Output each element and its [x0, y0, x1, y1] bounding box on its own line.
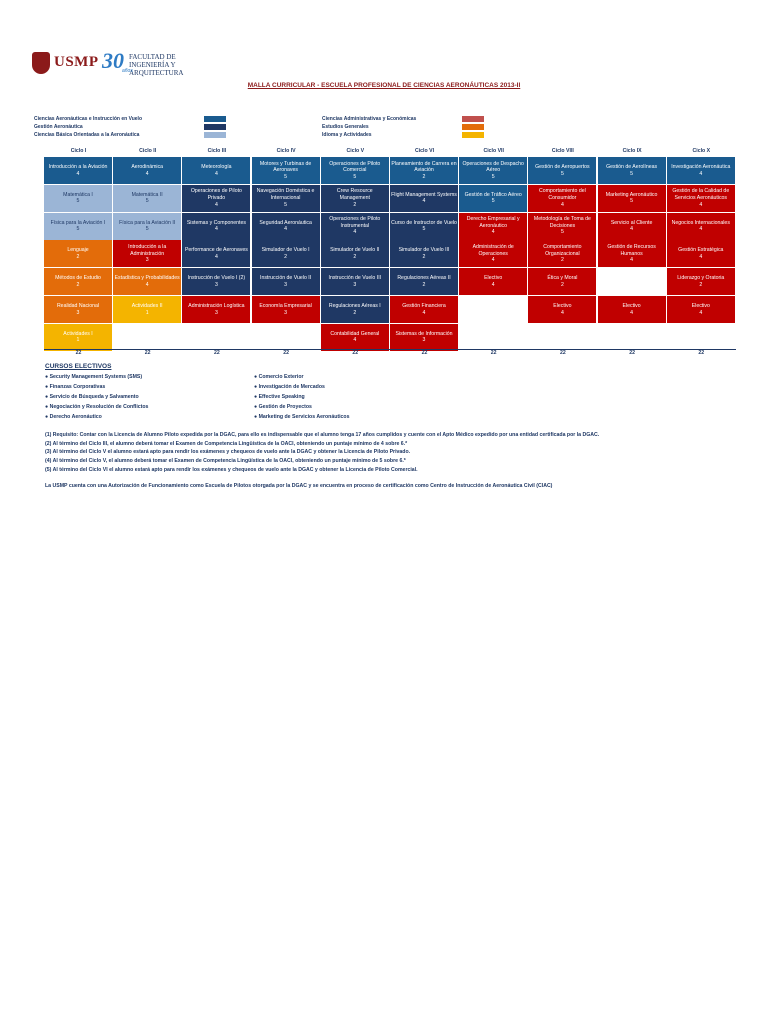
footnote: (1) Requisito: Contar con la Licencia de Alumno Piloto expedida por la DGAC, para ello es indispensable que el alumno tenga 17 años cumplidos y cuente con el Apto Médico expedido por una entidad certificada por la DGAC. — [45, 432, 600, 438]
course-name: Lenguaje — [67, 247, 89, 254]
course-name: Introducción a la Aviación — [48, 163, 108, 170]
course-name: Gestión de Tráfico Aéreo — [464, 191, 522, 198]
electives-right-list — [254, 372, 349, 422]
course-name: Física para la Aviación II — [119, 219, 176, 226]
elective-item: ● Security Management Systems (SMS) — [45, 374, 143, 380]
course-credits: 2 — [76, 281, 80, 288]
course-credits: 4 — [630, 309, 634, 316]
course-credits: 2 — [422, 281, 426, 288]
cycle-total-credits: 22 — [75, 350, 82, 356]
course-name: Comportamiento Organizacional — [543, 244, 582, 257]
course-cell — [598, 296, 666, 323]
shield-icon — [32, 52, 50, 74]
course-cell — [598, 213, 666, 240]
course-cell — [459, 185, 527, 212]
legend-label: Idioma y Actividades — [322, 132, 372, 138]
course-cell — [182, 213, 250, 240]
course-name: Operaciones de Piloto Privado — [190, 188, 242, 201]
cycle-total-credits: 22 — [698, 350, 705, 356]
cycle-header: Ciclo II — [139, 148, 157, 154]
course-credits: 4 — [353, 337, 357, 344]
course-cell — [44, 324, 112, 351]
course-credits: 3 — [145, 257, 149, 264]
course-cell — [44, 157, 112, 184]
course-name: Introducción a la Administración — [128, 244, 167, 257]
course-credits: 4 — [491, 281, 495, 288]
course-name: Estadística y Probabilidades — [114, 275, 180, 282]
legend-item — [322, 123, 492, 131]
course-credits: 4 — [630, 226, 634, 233]
cycle-header: Ciclo V — [346, 148, 365, 154]
course-credits: 4 — [353, 229, 357, 236]
course-cell — [667, 185, 735, 212]
course-cell — [44, 240, 112, 267]
course-name: Operaciones de Despacho Aéreo — [462, 160, 524, 174]
course-cell — [528, 157, 596, 184]
legend-item — [322, 115, 492, 123]
course-credits: 2 — [560, 257, 564, 264]
course-name: Metodología de Toma de Decisiones — [533, 216, 591, 229]
course-credits: 4 — [491, 257, 495, 264]
course-cell — [390, 240, 458, 267]
course-name: Investigación Aeronáutica — [671, 163, 731, 170]
certification-note: La USMP cuenta con una Autorización de Funcionamiento como Escuela de Pilotos otorgada por la DGAC y se encuentra en proceso de certificación como Centro de Instrucción de Aeronáutica Civil (CIAC) — [45, 483, 553, 489]
course-name: Actividades II — [131, 302, 163, 309]
legend-label: Gestión Aeronáutica — [34, 124, 83, 130]
course-cell — [113, 296, 181, 323]
course-cell — [390, 185, 458, 212]
course-name: Métodos de Estudio — [55, 275, 101, 282]
course-name: Negocios Internacionales — [671, 219, 730, 226]
course-name: Electivo — [691, 302, 710, 309]
course-cell — [321, 157, 389, 184]
course-credits: 2 — [699, 281, 703, 288]
course-credits: 4 — [699, 309, 703, 316]
footnotes — [45, 431, 599, 475]
course-credits: 4 — [491, 229, 495, 236]
course-cell — [598, 240, 666, 267]
course-cell — [182, 296, 250, 323]
legend-swatch — [462, 132, 484, 138]
usmp-logo — [32, 50, 222, 78]
course-cell — [459, 213, 527, 240]
course-cell — [321, 296, 389, 323]
course-credits: 5 — [422, 226, 426, 233]
cycle-header: Ciclo VII — [483, 148, 504, 154]
course-name: Operaciones de Piloto Instrumental — [329, 216, 381, 229]
course-cell — [252, 157, 320, 184]
course-name: Electivo — [553, 302, 572, 309]
course-cell — [528, 213, 596, 240]
course-name: Ética y Moral — [547, 275, 578, 282]
course-cell — [44, 213, 112, 240]
course-credits: 5 — [491, 173, 495, 180]
course-credits: 4 — [699, 226, 703, 233]
footnote: (5) Al término del Ciclo VI el alumno estará apto para rendir los exámenes y chequeos de vuelo ante la DGAC y obtener la Licencia de Piloto Comercial. — [45, 466, 418, 473]
legend-swatch — [204, 132, 226, 138]
course-credits: 5 — [284, 173, 288, 180]
footnote: (2) Al término del Ciclo III, el alumno deberá tomar el Examen de Competencia Lingüística de la OACI, obteniendo un puntaje mínimo de 4 sobre 6.* — [45, 440, 408, 447]
cycle-total-credits: 22 — [629, 350, 635, 356]
course-name: Gestión Financiera — [402, 302, 446, 309]
course-name: Contabilidad General — [330, 330, 380, 337]
cycle-total-credits: 22 — [352, 350, 359, 356]
course-name: Instrucción de Vuelo II — [260, 275, 312, 282]
course-cell — [252, 185, 320, 212]
cycle-total-credits: 22 — [283, 350, 289, 356]
course-cell — [44, 268, 112, 295]
course-name: Electivo — [622, 302, 641, 309]
course-credits: 4 — [145, 281, 149, 288]
course-name: Liderazgo y Oratoria — [677, 275, 725, 282]
course-name: Seguridad Aeronáutica — [259, 219, 312, 226]
course-credits: 4 — [214, 253, 218, 260]
course-name: Sistemas de Información — [395, 330, 453, 337]
course-name: Realidad Nacional — [56, 302, 100, 309]
elective-item: ● Negociación y Resolución de Conflictos — [45, 404, 149, 410]
legend-left — [34, 115, 234, 139]
course-credits: 4 — [422, 309, 426, 316]
course-cell — [667, 240, 735, 267]
cycle-total-credits: 22 — [214, 350, 220, 356]
course-name: Instrucción de Vuelo III — [328, 275, 382, 282]
footnote: (4) Al término del Ciclo V, el alumno deberá tomar el Examen de Competencia Lingüística de la OACI, obteniendo un puntaje mínimo de 5 sobre 6.* — [45, 458, 406, 465]
course-credits: 5 — [630, 170, 634, 177]
course-credits: 4 — [284, 226, 288, 233]
page-title: MALLA CURRICULAR - ESCUELA PROFESIONAL DE CIENCIAS AERONÁUTICAS 2013-II — [247, 82, 521, 89]
legend-swatch — [204, 116, 226, 122]
course-credits: 4 — [76, 170, 80, 177]
cycle-header: Ciclo IV — [276, 148, 296, 154]
course-name: Simulador de Vuelo III — [398, 247, 450, 254]
course-name: Electivo — [484, 275, 503, 282]
course-cell — [598, 185, 666, 212]
course-credits: 5 — [491, 198, 495, 205]
course-credits: 4 — [699, 170, 703, 177]
legend-swatch — [204, 124, 226, 130]
elective-item: ● Servicio de Búsqueda y Salvamento — [45, 394, 139, 400]
course-name: Marketing Aeronáutico — [605, 191, 658, 198]
logo-sub: años — [122, 68, 133, 74]
course-cell — [182, 157, 250, 184]
course-name: Gestión de Aeropuertos — [535, 163, 590, 170]
course-name: Meteorología — [201, 163, 232, 170]
course-credits: 2 — [422, 173, 426, 180]
course-credits: 2 — [353, 253, 357, 260]
course-name: Gestión de Aerolíneas — [606, 163, 658, 170]
course-credits: 5 — [145, 198, 149, 205]
course-credits: 4 — [214, 226, 218, 233]
course-cell — [252, 213, 320, 240]
course-name: Actividades I — [63, 330, 93, 337]
course-cell — [321, 185, 389, 212]
course-credits: 5 — [560, 229, 564, 236]
course-cell — [182, 268, 250, 295]
electives-title: CURSOS ELECTIVOS — [45, 363, 112, 370]
course-credits: 5 — [353, 173, 357, 180]
course-cell — [528, 296, 596, 323]
course-cell — [667, 268, 735, 295]
cycle-total-credits: 22 — [560, 350, 566, 356]
course-credits: 3 — [353, 281, 357, 288]
cycle-header: Ciclo I — [70, 148, 87, 154]
course-cell — [390, 324, 458, 351]
course-cell — [252, 296, 320, 323]
course-credits: 4 — [560, 309, 564, 316]
course-name: Servicio al Cliente — [610, 219, 653, 226]
course-credits: 4 — [699, 253, 703, 260]
course-name: Regulaciones Aéreas II — [397, 275, 451, 282]
course-credits: 3 — [284, 309, 288, 316]
course-name: Aerodinámica — [131, 163, 164, 170]
elective-item: ● Gestión de Proyectos — [254, 404, 312, 410]
course-credits: 2 — [353, 309, 357, 316]
course-name: Motores y Turbinas de Aeronaves — [259, 160, 312, 174]
course-credits: 4 — [630, 257, 634, 264]
course-cell — [667, 296, 735, 323]
course-cell — [44, 296, 112, 323]
course-credits: 3 — [284, 281, 288, 288]
course-name: Física para la Aviación I — [50, 219, 106, 226]
course-cell — [113, 240, 181, 267]
course-credits: 3 — [214, 309, 218, 316]
course-credits: 1 — [145, 309, 149, 316]
course-name: Navegación Doméstica e Internacional — [256, 188, 315, 201]
logo-name: USMP — [54, 54, 99, 70]
course-name: Derecho Empresarial y Aeronáutico — [466, 216, 520, 229]
electives-left-list — [45, 372, 148, 422]
course-cell — [252, 240, 320, 267]
cycle-header: Ciclo X — [692, 148, 711, 154]
course-cell — [528, 268, 596, 295]
cycle-total-credits: 22 — [421, 350, 428, 356]
course-cell — [113, 157, 181, 184]
faculty-line-1: FACULTAD DE — [129, 53, 176, 61]
cycle-total-credits: 22 — [144, 350, 151, 356]
course-cell — [390, 268, 458, 295]
course-credits: 1 — [76, 337, 80, 344]
course-cell — [390, 296, 458, 323]
course-credits: 5 — [76, 226, 80, 233]
course-cell — [390, 213, 458, 240]
course-credits: 2 — [353, 201, 357, 208]
course-credits: 2 — [560, 281, 564, 288]
course-name: Flight Management Systems — [391, 191, 457, 198]
course-name: Curso de Instructor de Vuelo — [391, 219, 457, 226]
course-cell — [598, 157, 666, 184]
course-name: Economía Empresarial — [259, 302, 312, 309]
course-credits: 2 — [76, 253, 80, 260]
legend-swatch — [462, 124, 484, 130]
cycle-total-credits: 22 — [490, 350, 497, 356]
legend-label: Ciencias Básica Orientadas a la Aeronáutica — [34, 132, 140, 138]
course-credits: 4 — [214, 170, 218, 177]
course-credits: 5 — [76, 198, 80, 205]
course-cell — [390, 157, 458, 184]
course-name: Administración de Operaciones — [472, 244, 514, 257]
course-cell — [113, 185, 181, 212]
legend-item — [34, 131, 234, 139]
course-credits: 5 — [145, 226, 149, 233]
course-name: Gestión de Recursos Humanos — [607, 244, 656, 257]
legend-item — [34, 123, 234, 131]
course-name: Regulaciones Aéreas I — [328, 302, 381, 309]
legend-swatch — [462, 116, 484, 122]
course-cell — [459, 240, 527, 267]
legend-item — [322, 131, 492, 139]
course-name: Operaciones de Piloto Comercial — [329, 160, 381, 174]
course-credits: 5 — [560, 170, 564, 177]
cycle-header: Ciclo III — [207, 148, 227, 154]
course-credits: 3 — [76, 309, 80, 316]
course-cell — [459, 268, 527, 295]
course-cell — [321, 268, 389, 295]
course-name: Gestión Estratégica — [678, 247, 724, 254]
course-cell — [113, 268, 181, 295]
course-credits: 4 — [560, 201, 564, 208]
course-credits: 5 — [284, 201, 288, 208]
legend-right — [322, 115, 492, 139]
elective-item: ● Finanzas Corporativas — [45, 384, 106, 390]
course-name: Simulador de Vuelo II — [330, 247, 380, 254]
elective-item: ● Comercio Exterior — [254, 374, 304, 380]
legend-item — [34, 115, 234, 123]
course-credits: 2 — [284, 253, 288, 260]
logo-years: 30 — [102, 48, 124, 73]
legend-label: Ciencias Administrativas y Económicas — [322, 116, 417, 122]
elective-item: ● Investigación de Mercados — [254, 384, 325, 390]
course-credits: 4 — [145, 170, 149, 177]
course-name: Crew Resource Management — [336, 188, 373, 201]
course-name: Comportamiento del Consumidor — [539, 188, 586, 201]
legend-label: Estudios Generales — [322, 124, 369, 130]
course-name: Matemática I — [63, 191, 93, 198]
elective-item: ● Effective Speaking — [254, 394, 305, 400]
course-credits: 2 — [422, 253, 426, 260]
course-cell — [113, 213, 181, 240]
course-cell — [321, 324, 389, 351]
course-name: Matemática II — [131, 191, 163, 198]
course-cell — [252, 268, 320, 295]
course-name: Sistemas y Componentes — [186, 219, 246, 226]
course-name: Planeamiento de Carrera en Aviación — [391, 160, 457, 174]
course-credits: 3 — [214, 281, 218, 288]
course-credits: 4 — [699, 201, 703, 208]
faculty-name — [129, 53, 222, 77]
cycle-header: Ciclo VI — [414, 148, 435, 154]
course-cell — [667, 157, 735, 184]
faculty-line-2: INGENIERÍA Y ARQUITECTURA — [129, 61, 184, 77]
course-cell — [528, 185, 596, 212]
course-credits: 4 — [422, 198, 426, 205]
course-credits: 3 — [422, 337, 426, 344]
course-cell — [182, 240, 250, 267]
footnote: (3) Al término del Ciclo V el alumno estará apto para rendir los exámenes y chequeos de vuelo ante la DGAC y obtener la Licencia de Piloto Privado. — [45, 449, 411, 456]
course-cell — [459, 157, 527, 184]
course-cell — [44, 185, 112, 212]
cycle-header: Ciclo IX — [622, 148, 642, 154]
course-name: Instrucción de Vuelo I (2) — [187, 275, 246, 282]
course-cell — [667, 213, 735, 240]
course-cell — [528, 240, 596, 267]
elective-item: ● Marketing de Servicios Aeronáuticos — [254, 414, 350, 420]
course-name: Performance de Aeronaves — [184, 247, 248, 254]
course-credits: 5 — [630, 198, 634, 205]
course-credits: 4 — [214, 201, 218, 208]
course-name: Administración Logística — [188, 302, 245, 309]
course-cell — [321, 213, 389, 240]
course-name: Gestión de la Calidad de Servicios Aeronáuticos — [672, 188, 730, 201]
cycle-header: Ciclo VIII — [551, 148, 574, 154]
elective-item: ● Derecho Aeronáutico — [45, 414, 102, 420]
course-cell — [321, 240, 389, 267]
course-cell — [182, 185, 250, 212]
course-name: Simulador de Vuelo I — [261, 247, 310, 254]
legend-label: Ciencias Aeronáuticas e Instrucción en Vuelo — [34, 116, 142, 122]
